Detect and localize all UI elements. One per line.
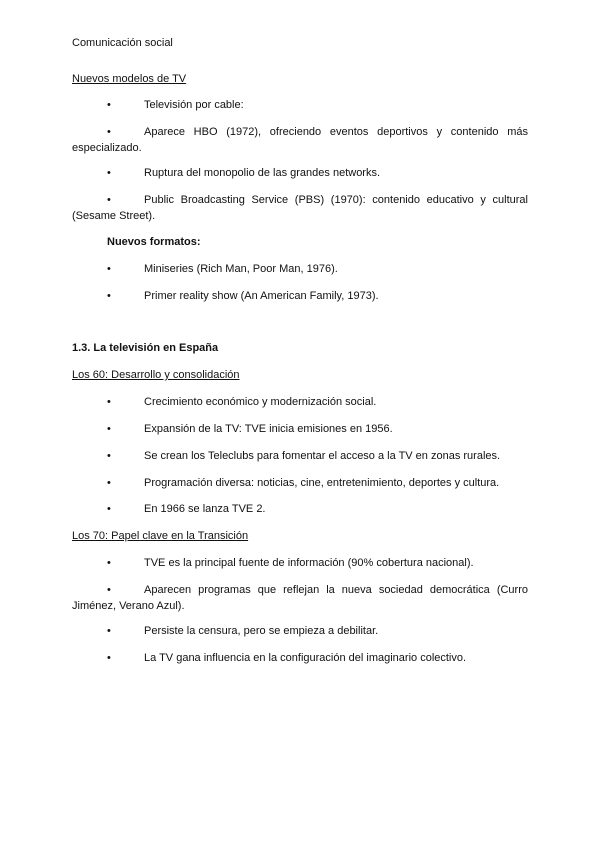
- bullet-marker: •: [107, 290, 111, 302]
- list-item: Ruptura del monopolio de las grandes networks.: [144, 167, 381, 179]
- bullet-marker: •: [107, 503, 111, 515]
- bullet-marker: •: [107, 423, 111, 435]
- list-item: Expansión de la TV: TVE inicia emisiones en 1956.: [144, 423, 393, 435]
- heading-los-60: Los 60: Desarrollo y consolidación: [72, 369, 240, 381]
- heading-nuevos-modelos: Nuevos modelos de TV: [72, 73, 187, 85]
- list-item: • Public Broadcasting Service (PBS) (1970): contenido educativo y cultural (Sesame Street).: [72, 192, 528, 224]
- heading-nuevos-formatos: Nuevos formatos:: [107, 236, 201, 248]
- bullet-marker: •: [107, 450, 111, 462]
- list-item: TVE es la principal fuente de información (90% cobertura nacional).: [144, 557, 474, 569]
- list-item: Miniseries (Rich Man, Poor Man, 1976).: [144, 263, 338, 275]
- list-item: Televisión por cable:: [144, 99, 244, 111]
- bullet-marker: •: [107, 167, 111, 179]
- bullet-marker: •: [107, 625, 111, 637]
- heading-los-70: Los 70: Papel clave en la Transición: [72, 530, 249, 542]
- list-item: La TV gana influencia en la configuración del imaginario colectivo.: [144, 652, 467, 664]
- bullet-marker: •: [107, 477, 111, 489]
- list-item: Se crean los Teleclubs para fomentar el acceso a la TV en zonas rurales.: [144, 450, 501, 462]
- page-header: Comunicación social: [72, 37, 173, 49]
- list-item: Persiste la censura, pero se empieza a debilitar.: [144, 625, 379, 637]
- list-item: • Aparece HBO (1972), ofreciendo eventos deportivos y contenido más especializado.: [72, 124, 528, 156]
- list-item: Programación diversa: noticias, cine, entretenimiento, deportes y cultura.: [144, 477, 500, 489]
- bullet-marker: •: [107, 396, 111, 408]
- bullet-marker: •: [107, 99, 111, 111]
- section-title-espana: 1.3. La televisión en España: [72, 342, 219, 354]
- bullet-marker: •: [107, 652, 111, 664]
- list-item: Crecimiento económico y modernización social.: [144, 396, 377, 408]
- bullet-marker: •: [107, 263, 111, 275]
- list-item: Primer reality show (An American Family, 1973).: [144, 290, 379, 302]
- list-item: • Aparecen programas que reflejan la nueva sociedad democrática (Curro Jiménez, Verano Azul).: [72, 582, 528, 614]
- list-item: En 1966 se lanza TVE 2.: [144, 503, 266, 515]
- bullet-marker: •: [107, 557, 111, 569]
